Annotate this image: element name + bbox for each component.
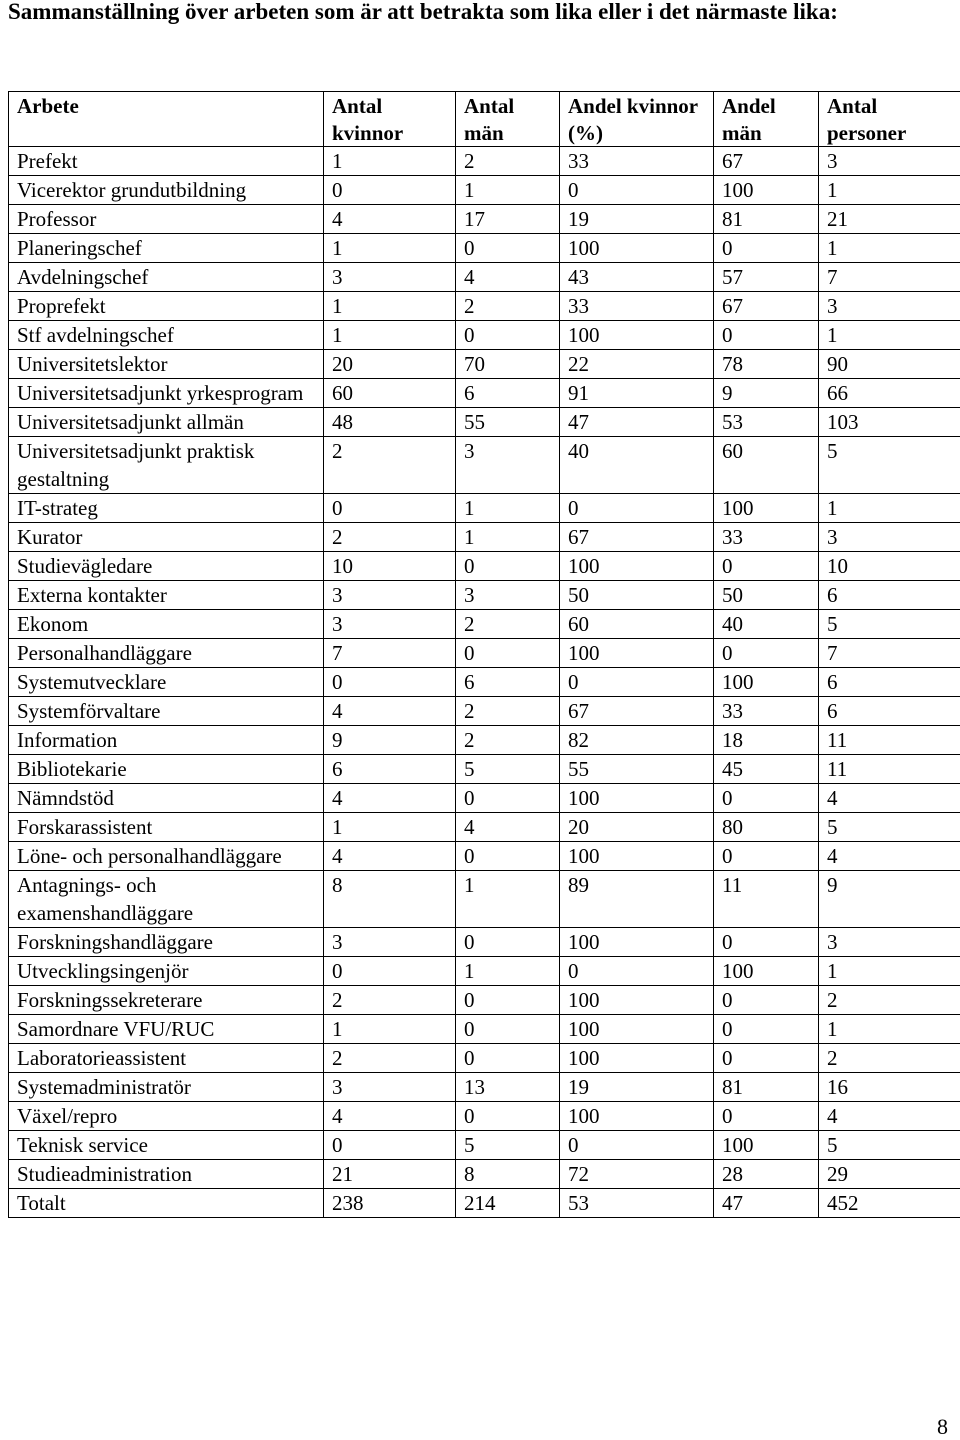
cell-antal-personer: 1 <box>819 1015 960 1044</box>
cell-arbete: Ekonom <box>9 610 324 639</box>
cell-antal-personer: 11 <box>819 755 960 784</box>
cell-andel-man: 0 <box>714 639 819 668</box>
header-arbete: Arbete <box>9 92 324 147</box>
cell-arbete: Utvecklingsingenjör <box>9 957 324 986</box>
cell-antal-man: 0 <box>456 1044 560 1073</box>
cell-andel-man: 53 <box>714 408 819 437</box>
cell-antal-kvinnor: 1 <box>324 234 456 263</box>
cell-andel-man: 50 <box>714 581 819 610</box>
cell-andel-kvinnor: 60 <box>560 610 714 639</box>
cell-antal-personer: 6 <box>819 697 960 726</box>
cell-arbete: Nämndstöd <box>9 784 324 813</box>
cell-antal-kvinnor: 3 <box>324 1073 456 1102</box>
cell-andel-kvinnor: 33 <box>560 147 714 176</box>
cell-antal-man: 6 <box>456 668 560 697</box>
table-row <box>9 292 960 321</box>
cell-andel-man: 80 <box>714 813 819 842</box>
cell-andel-man: 81 <box>714 205 819 234</box>
cell-andel-man: 78 <box>714 350 819 379</box>
cell-antal-kvinnor: 48 <box>324 408 456 437</box>
cell-andel-kvinnor: 100 <box>560 842 714 871</box>
cell-antal-kvinnor: 4 <box>324 842 456 871</box>
cell-antal-kvinnor: 8 <box>324 871 456 928</box>
cell-andel-kvinnor: 100 <box>560 552 714 581</box>
cell-andel-kvinnor: 19 <box>560 1073 714 1102</box>
cell-andel-kvinnor: 72 <box>560 1160 714 1189</box>
cell-arbete: Universitetsadjunkt praktisk gestaltning <box>9 437 324 494</box>
cell-antal-man: 2 <box>456 292 560 321</box>
cell-antal-kvinnor: 238 <box>324 1189 456 1218</box>
cell-antal-man: 2 <box>456 726 560 755</box>
header-antal-kvinnor: Antal kvinnor <box>324 92 456 147</box>
header-andel-kvinnor: Andel kvinnor (%) <box>560 92 714 147</box>
cell-antal-man: 214 <box>456 1189 560 1218</box>
table-row <box>9 813 960 842</box>
table-header-row <box>9 92 960 147</box>
cell-andel-kvinnor: 100 <box>560 321 714 350</box>
cell-antal-personer: 90 <box>819 350 960 379</box>
cell-andel-kvinnor: 100 <box>560 928 714 957</box>
cell-antal-kvinnor: 7 <box>324 639 456 668</box>
cell-antal-man: 5 <box>456 755 560 784</box>
cell-antal-personer: 5 <box>819 813 960 842</box>
cell-antal-man: 2 <box>456 147 560 176</box>
cell-arbete: Samordnare VFU/RUC <box>9 1015 324 1044</box>
table-row <box>9 523 960 552</box>
cell-andel-man: 0 <box>714 234 819 263</box>
cell-antal-personer: 4 <box>819 1102 960 1131</box>
cell-arbete: Vicerektor grundutbildning <box>9 176 324 205</box>
cell-antal-man: 0 <box>456 321 560 350</box>
cell-antal-kvinnor: 9 <box>324 726 456 755</box>
cell-andel-kvinnor: 100 <box>560 234 714 263</box>
cell-arbete: Prefekt <box>9 147 324 176</box>
cell-antal-man: 0 <box>456 986 560 1015</box>
cell-andel-kvinnor: 33 <box>560 292 714 321</box>
table-row <box>9 234 960 263</box>
cell-antal-man: 3 <box>456 437 560 494</box>
table-row <box>9 928 960 957</box>
cell-andel-man: 0 <box>714 928 819 957</box>
table-row <box>9 639 960 668</box>
cell-antal-personer: 7 <box>819 639 960 668</box>
table-row <box>9 755 960 784</box>
cell-antal-man: 6 <box>456 379 560 408</box>
table-row <box>9 263 960 292</box>
cell-arbete: Externa kontakter <box>9 581 324 610</box>
cell-andel-man: 40 <box>714 610 819 639</box>
cell-andel-man: 67 <box>714 292 819 321</box>
cell-arbete: Planeringschef <box>9 234 324 263</box>
cell-antal-man: 2 <box>456 610 560 639</box>
cell-andel-kvinnor: 0 <box>560 494 714 523</box>
cell-andel-man: 81 <box>714 1073 819 1102</box>
cell-andel-kvinnor: 100 <box>560 1044 714 1073</box>
cell-antal-kvinnor: 4 <box>324 697 456 726</box>
cell-antal-personer: 10 <box>819 552 960 581</box>
cell-arbete: Bibliotekarie <box>9 755 324 784</box>
table-row <box>9 350 960 379</box>
table-row <box>9 321 960 350</box>
cell-andel-man: 28 <box>714 1160 819 1189</box>
cell-arbete: Kurator <box>9 523 324 552</box>
cell-arbete: Avdelningschef <box>9 263 324 292</box>
cell-antal-kvinnor: 0 <box>324 1131 456 1160</box>
cell-antal-kvinnor: 0 <box>324 494 456 523</box>
cell-andel-man: 0 <box>714 1044 819 1073</box>
cell-arbete: Information <box>9 726 324 755</box>
cell-arbete: Forskningssekreterare <box>9 986 324 1015</box>
cell-andel-man: 60 <box>714 437 819 494</box>
cell-antal-man: 1 <box>456 494 560 523</box>
table-row <box>9 842 960 871</box>
table-row <box>9 610 960 639</box>
cell-andel-man: 0 <box>714 986 819 1015</box>
cell-antal-personer: 4 <box>819 784 960 813</box>
cell-antal-personer: 3 <box>819 292 960 321</box>
cell-antal-man: 0 <box>456 234 560 263</box>
cell-antal-personer: 3 <box>819 928 960 957</box>
cell-antal-kvinnor: 2 <box>324 986 456 1015</box>
cell-antal-personer: 21 <box>819 205 960 234</box>
cell-antal-kvinnor: 10 <box>324 552 456 581</box>
cell-andel-kvinnor: 0 <box>560 957 714 986</box>
cell-andel-man: 0 <box>714 784 819 813</box>
cell-antal-personer: 16 <box>819 1073 960 1102</box>
cell-arbete: Proprefekt <box>9 292 324 321</box>
cell-antal-kvinnor: 3 <box>324 581 456 610</box>
cell-andel-man: 18 <box>714 726 819 755</box>
cell-antal-man: 0 <box>456 1015 560 1044</box>
cell-antal-personer: 1 <box>819 176 960 205</box>
cell-andel-kvinnor: 100 <box>560 986 714 1015</box>
cell-andel-kvinnor: 67 <box>560 697 714 726</box>
cell-antal-man: 1 <box>456 871 560 928</box>
table-row <box>9 379 960 408</box>
cell-antal-kvinnor: 4 <box>324 205 456 234</box>
cell-andel-kvinnor: 0 <box>560 1131 714 1160</box>
cell-andel-kvinnor: 55 <box>560 755 714 784</box>
cell-antal-man: 1 <box>456 176 560 205</box>
cell-antal-kvinnor: 1 <box>324 321 456 350</box>
cell-antal-man: 2 <box>456 697 560 726</box>
cell-arbete: Systemadministratör <box>9 1073 324 1102</box>
cell-antal-personer: 1 <box>819 321 960 350</box>
table-row <box>9 1044 960 1073</box>
cell-andel-kvinnor: 100 <box>560 1102 714 1131</box>
cell-antal-man: 0 <box>456 552 560 581</box>
cell-andel-man: 0 <box>714 321 819 350</box>
page-number: 8 <box>937 1414 948 1439</box>
cell-andel-kvinnor: 0 <box>560 668 714 697</box>
cell-antal-personer: 3 <box>819 147 960 176</box>
cell-arbete: Universitetsadjunkt allmän <box>9 408 324 437</box>
cell-antal-personer: 3 <box>819 523 960 552</box>
table-body <box>9 147 960 1218</box>
cell-antal-personer: 2 <box>819 1044 960 1073</box>
cell-andel-man: 9 <box>714 379 819 408</box>
cell-antal-personer: 5 <box>819 437 960 494</box>
table-row <box>9 1160 960 1189</box>
cell-andel-kvinnor: 100 <box>560 784 714 813</box>
table-row <box>9 581 960 610</box>
cell-antal-kvinnor: 6 <box>324 755 456 784</box>
cell-antal-man: 17 <box>456 205 560 234</box>
cell-arbete: Löne- och personalhandläggare <box>9 842 324 871</box>
cell-antal-man: 0 <box>456 1102 560 1131</box>
cell-antal-kvinnor: 60 <box>324 379 456 408</box>
table-row <box>9 552 960 581</box>
cell-arbete: Teknisk service <box>9 1131 324 1160</box>
cell-andel-man: 0 <box>714 552 819 581</box>
cell-antal-kvinnor: 0 <box>324 957 456 986</box>
cell-andel-kvinnor: 53 <box>560 1189 714 1218</box>
table-row <box>9 176 960 205</box>
cell-andel-man: 100 <box>714 668 819 697</box>
cell-antal-man: 0 <box>456 928 560 957</box>
cell-andel-kvinnor: 0 <box>560 176 714 205</box>
cell-andel-kvinnor: 67 <box>560 523 714 552</box>
cell-arbete: Antagnings- och examenshandläggare <box>9 871 324 928</box>
cell-antal-personer: 1 <box>819 957 960 986</box>
cell-antal-personer: 5 <box>819 1131 960 1160</box>
cell-andel-man: 57 <box>714 263 819 292</box>
cell-andel-man: 100 <box>714 494 819 523</box>
table-row <box>9 494 960 523</box>
cell-arbete: Forskningshandläggare <box>9 928 324 957</box>
cell-antal-personer: 5 <box>819 610 960 639</box>
table-row <box>9 205 960 234</box>
table-row <box>9 408 960 437</box>
header-antal-personer: Antal personer <box>819 92 960 147</box>
cell-andel-man: 67 <box>714 147 819 176</box>
cell-antal-kvinnor: 0 <box>324 176 456 205</box>
cell-antal-kvinnor: 1 <box>324 1015 456 1044</box>
cell-arbete: Professor <box>9 205 324 234</box>
cell-antal-kvinnor: 21 <box>324 1160 456 1189</box>
cell-andel-man: 100 <box>714 176 819 205</box>
cell-antal-kvinnor: 1 <box>324 813 456 842</box>
table-row <box>9 871 960 928</box>
cell-antal-personer: 6 <box>819 668 960 697</box>
cell-antal-kvinnor: 2 <box>324 523 456 552</box>
table-row <box>9 1015 960 1044</box>
cell-arbete: Universitetslektor <box>9 350 324 379</box>
cell-andel-man: 45 <box>714 755 819 784</box>
cell-antal-personer: 1 <box>819 494 960 523</box>
cell-antal-man: 0 <box>456 842 560 871</box>
cell-andel-kvinnor: 19 <box>560 205 714 234</box>
cell-antal-personer: 66 <box>819 379 960 408</box>
cell-arbete: Systemutvecklare <box>9 668 324 697</box>
table-row <box>9 1073 960 1102</box>
cell-andel-man: 0 <box>714 1015 819 1044</box>
cell-andel-kvinnor: 89 <box>560 871 714 928</box>
table-row <box>9 986 960 1015</box>
cell-andel-man: 0 <box>714 842 819 871</box>
summary-table <box>8 91 960 1218</box>
cell-arbete: Laboratorieassistent <box>9 1044 324 1073</box>
cell-antal-personer: 103 <box>819 408 960 437</box>
cell-antal-man: 5 <box>456 1131 560 1160</box>
header-antal-man: Antal män <box>456 92 560 147</box>
cell-antal-kvinnor: 1 <box>324 292 456 321</box>
cell-andel-kvinnor: 43 <box>560 263 714 292</box>
cell-antal-man: 0 <box>456 784 560 813</box>
cell-antal-personer: 2 <box>819 986 960 1015</box>
table-row <box>9 726 960 755</box>
table-row <box>9 1189 960 1218</box>
cell-antal-kvinnor: 3 <box>324 928 456 957</box>
cell-antal-kvinnor: 0 <box>324 668 456 697</box>
cell-andel-man: 33 <box>714 523 819 552</box>
cell-antal-personer: 4 <box>819 842 960 871</box>
page-title: Sammanställning över arbeten som är att betrakta som lika eller i det närmaste lika: <box>8 0 838 24</box>
cell-antal-kvinnor: 1 <box>324 147 456 176</box>
cell-antal-man: 13 <box>456 1073 560 1102</box>
table-row <box>9 668 960 697</box>
cell-antal-personer: 9 <box>819 871 960 928</box>
cell-andel-man: 47 <box>714 1189 819 1218</box>
table-row <box>9 957 960 986</box>
cell-andel-man: 0 <box>714 1102 819 1131</box>
cell-andel-kvinnor: 100 <box>560 639 714 668</box>
cell-antal-man: 70 <box>456 350 560 379</box>
cell-antal-man: 4 <box>456 813 560 842</box>
cell-andel-kvinnor: 100 <box>560 1015 714 1044</box>
cell-antal-man: 1 <box>456 957 560 986</box>
cell-andel-kvinnor: 20 <box>560 813 714 842</box>
cell-antal-kvinnor: 3 <box>324 610 456 639</box>
cell-andel-man: 100 <box>714 1131 819 1160</box>
cell-arbete: Studievägledare <box>9 552 324 581</box>
cell-antal-man: 0 <box>456 639 560 668</box>
cell-andel-kvinnor: 22 <box>560 350 714 379</box>
cell-antal-personer: 7 <box>819 263 960 292</box>
cell-antal-personer: 29 <box>819 1160 960 1189</box>
cell-antal-man: 55 <box>456 408 560 437</box>
cell-antal-kvinnor: 4 <box>324 784 456 813</box>
table-row <box>9 697 960 726</box>
table-row <box>9 784 960 813</box>
cell-antal-man: 8 <box>456 1160 560 1189</box>
table-row <box>9 147 960 176</box>
cell-andel-kvinnor: 91 <box>560 379 714 408</box>
cell-andel-kvinnor: 50 <box>560 581 714 610</box>
cell-antal-personer: 11 <box>819 726 960 755</box>
cell-arbete: Personalhandläggare <box>9 639 324 668</box>
cell-arbete: Forskarassistent <box>9 813 324 842</box>
cell-andel-man: 11 <box>714 871 819 928</box>
table-row <box>9 1131 960 1160</box>
cell-arbete: Totalt <box>9 1189 324 1218</box>
table-row <box>9 437 960 494</box>
cell-arbete: Universitetsadjunkt yrkesprogram <box>9 379 324 408</box>
cell-andel-man: 100 <box>714 957 819 986</box>
cell-antal-personer: 6 <box>819 581 960 610</box>
cell-arbete: Systemförvaltare <box>9 697 324 726</box>
cell-andel-kvinnor: 40 <box>560 437 714 494</box>
cell-arbete: IT-strateg <box>9 494 324 523</box>
cell-arbete: Stf avdelningschef <box>9 321 324 350</box>
cell-andel-man: 33 <box>714 697 819 726</box>
cell-antal-kvinnor: 20 <box>324 350 456 379</box>
cell-antal-man: 4 <box>456 263 560 292</box>
cell-andel-kvinnor: 47 <box>560 408 714 437</box>
cell-antal-kvinnor: 2 <box>324 437 456 494</box>
cell-antal-man: 1 <box>456 523 560 552</box>
table-row <box>9 1102 960 1131</box>
cell-andel-kvinnor: 82 <box>560 726 714 755</box>
cell-arbete: Studieadministration <box>9 1160 324 1189</box>
cell-antal-kvinnor: 4 <box>324 1102 456 1131</box>
cell-antal-kvinnor: 3 <box>324 263 456 292</box>
cell-antal-kvinnor: 2 <box>324 1044 456 1073</box>
cell-antal-personer: 1 <box>819 234 960 263</box>
header-andel-man: Andel män <box>714 92 819 147</box>
cell-antal-personer: 452 <box>819 1189 960 1218</box>
cell-antal-man: 3 <box>456 581 560 610</box>
cell-arbete: Växel/repro <box>9 1102 324 1131</box>
